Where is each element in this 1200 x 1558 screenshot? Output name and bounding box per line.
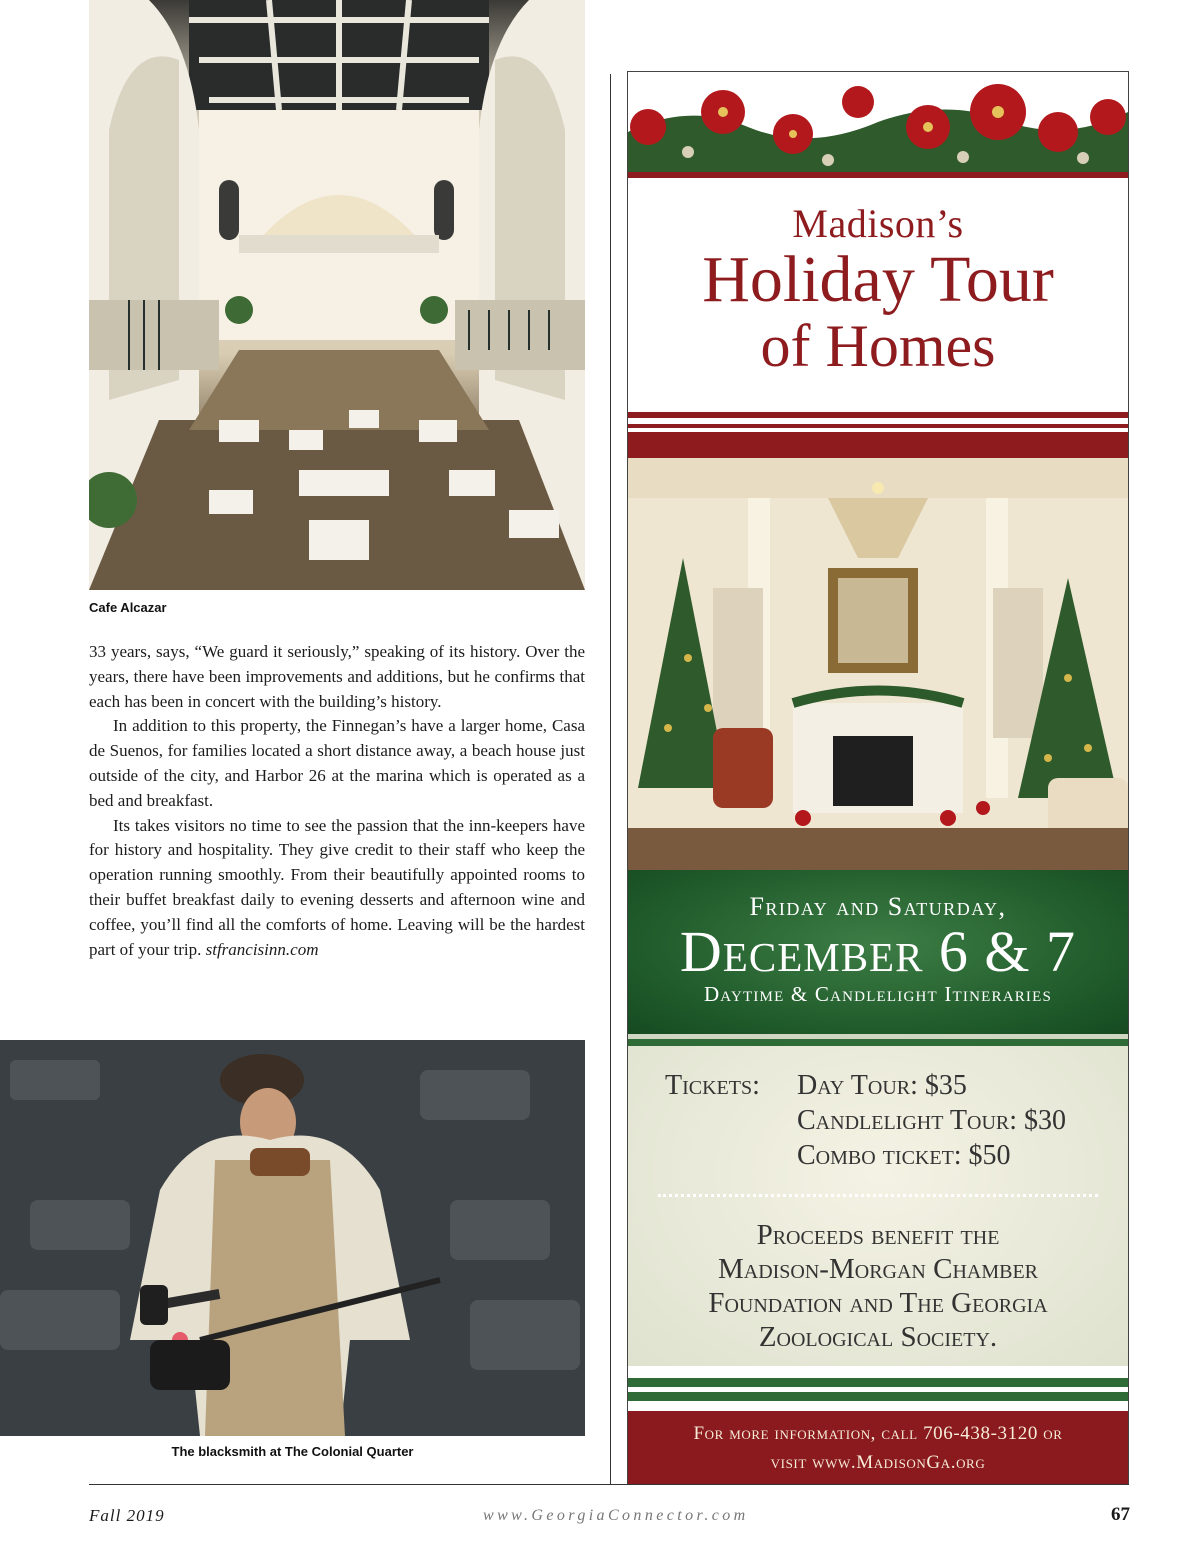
info-line-website[interactable]: visit www.MadisonGa.org xyxy=(770,1452,986,1473)
dates-panel xyxy=(628,870,1128,1034)
ad-title xyxy=(628,202,1128,378)
ad-title-line: Madison’s xyxy=(792,201,964,246)
info-panel xyxy=(628,1411,1128,1484)
dates-days: Friday and Saturday, xyxy=(749,892,1007,921)
column-divider xyxy=(610,74,611,1484)
proceeds-line: Foundation and The Georgia xyxy=(708,1287,1048,1319)
article-paragraph: In addition to this property, the Finnegan’s have a larger home, Casa de Suenos, for families located a short distance away, a beach house just outside of the city, and Harbor 26 at the marina which is operated as a bed and breakfast. xyxy=(89,716,585,810)
page-number: 67 xyxy=(1111,1504,1130,1525)
cafe-alcazar-photo xyxy=(89,0,585,590)
article-paragraph xyxy=(89,814,585,963)
article-paragraph-text: Its takes visitors no time to see the passion that the inn-keepers have for history and hospitality. They give credit to their staff who keep the operation running smoothly. From their beautifully appointed rooms to their buffet breakfast daily to evening desserts and afternoon wine and coffee, you’ll find all the comforts of home. Leaving will be the hardest part of your trip. xyxy=(89,815,585,959)
holiday-tour-advertisement xyxy=(627,71,1129,1485)
article-paragraph: 33 years, says, “We guard it seriously,” speaking of its history. Over the years, there have been improvements and additions, but he confirms that each has been in concert with the building’s history. xyxy=(89,642,585,711)
ticket-candlelight-tour: Candlelight Tour: $30 xyxy=(797,1105,1067,1136)
garland-band xyxy=(628,172,1128,178)
footer-rule xyxy=(89,1484,1129,1485)
footer-issue: Fall 2019 xyxy=(89,1506,165,1525)
tickets-label: Tickets: xyxy=(665,1070,760,1101)
ad-title-line: Holiday Tour xyxy=(702,243,1054,316)
photo-caption-bottom: The blacksmith at The Colonial Quarter xyxy=(171,1444,414,1459)
proceeds-line: Proceeds benefit the xyxy=(756,1219,1000,1251)
proceeds-text xyxy=(628,1218,1128,1354)
tickets-panel xyxy=(628,1046,1128,1366)
info-line: For more information, call 706-438-3120 or xyxy=(693,1423,1063,1444)
ad-title-line: of Homes xyxy=(760,313,996,379)
proceeds-line: Madison-Morgan Chamber xyxy=(717,1253,1039,1285)
dotted-divider xyxy=(658,1194,1098,1197)
red-stripe xyxy=(628,432,1128,458)
red-stripe xyxy=(628,424,1128,428)
proceeds-line: Zoological Society. xyxy=(758,1321,998,1353)
poinsettia-garland-icon xyxy=(628,72,1128,202)
website-link[interactable]: stfrancisinn.com xyxy=(205,939,319,959)
stripe xyxy=(628,1401,1128,1411)
green-stripe xyxy=(628,1378,1128,1387)
red-stripe xyxy=(628,412,1128,418)
ticket-day-tour: Day Tour: $35 xyxy=(797,1070,967,1101)
footer-website[interactable]: www.GeorgiaConnector.com xyxy=(483,1507,749,1524)
dates-itineraries: Daytime & Candlelight Itineraries xyxy=(703,982,1053,1006)
article-body xyxy=(89,640,585,962)
ticket-combo: Combo ticket: $50 xyxy=(797,1140,1011,1171)
green-stripe xyxy=(628,1392,1128,1401)
blacksmith-photo xyxy=(0,1040,585,1436)
decorated-parlor-photo xyxy=(628,458,1128,870)
green-stripe xyxy=(628,1039,1128,1046)
photo-caption-top: Cafe Alcazar xyxy=(89,600,167,615)
dates-main: December 6 & 7 xyxy=(679,919,1077,984)
